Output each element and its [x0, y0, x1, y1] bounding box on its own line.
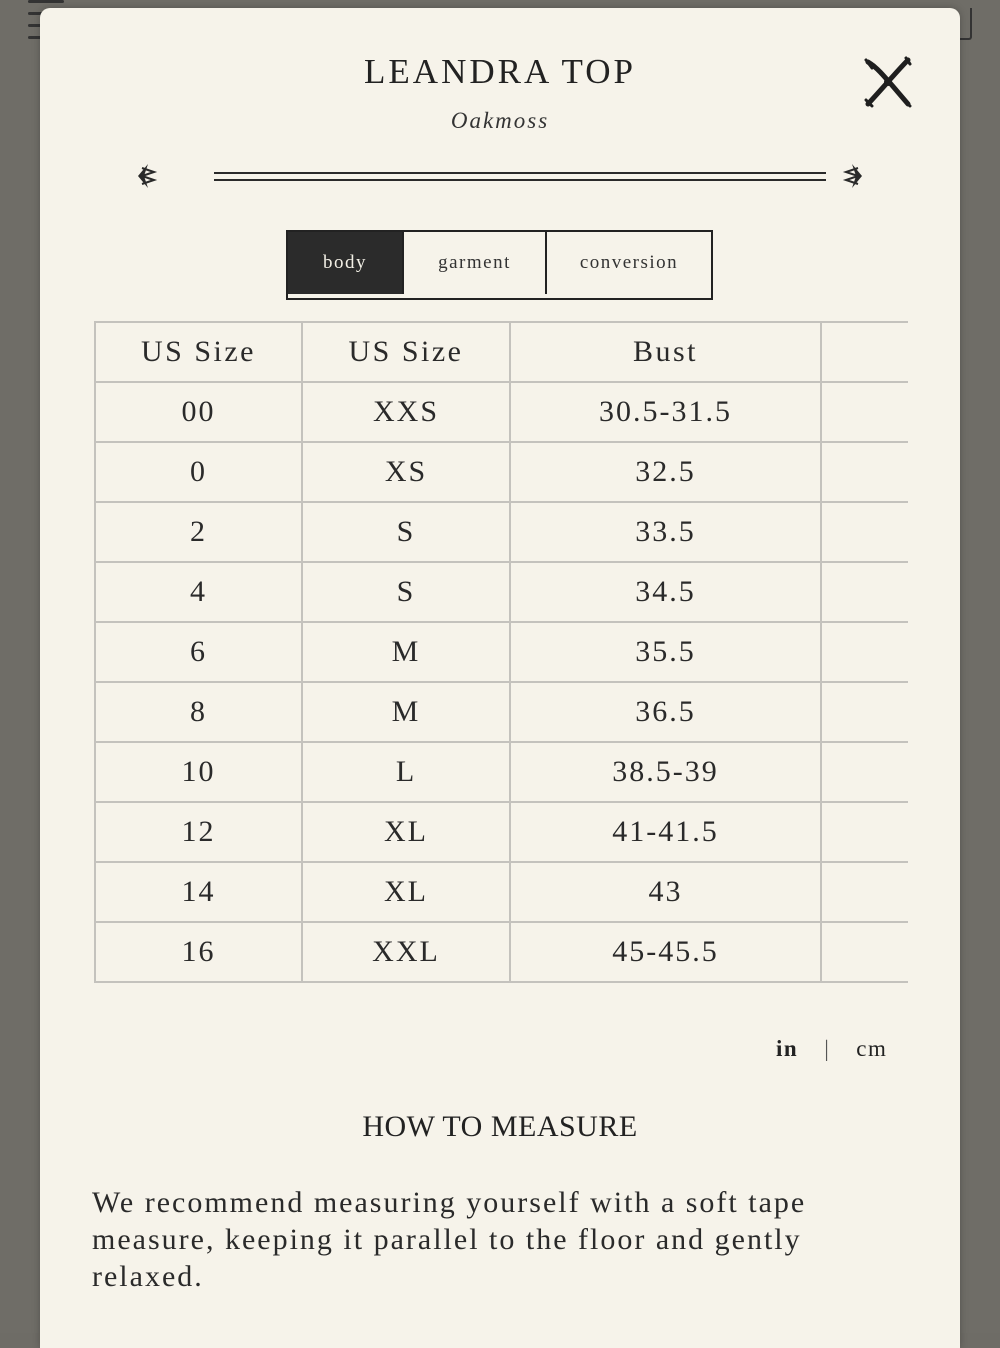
header-us-size-numeric: US Size — [95, 322, 302, 382]
unit-separator: | — [824, 1036, 831, 1061]
cell-letter-size: XL — [302, 802, 510, 862]
tab-conversion[interactable]: conversion — [545, 232, 711, 294]
header-us-size-letter: US Size — [302, 322, 510, 382]
cell-extra — [821, 802, 908, 862]
tab-garment[interactable]: garment — [402, 232, 545, 294]
close-button[interactable] — [860, 54, 916, 110]
product-color: Oakmoss — [450, 108, 550, 133]
cell-letter-size: M — [302, 622, 510, 682]
cell-letter-size: XS — [302, 442, 510, 502]
cell-extra — [821, 382, 908, 442]
tab-body[interactable]: body — [288, 232, 402, 294]
cell-bust: 35.5 — [510, 622, 821, 682]
table-row — [95, 742, 908, 802]
cell-bust: 30.5-31.5 — [510, 382, 821, 442]
table-row — [95, 622, 908, 682]
header-bust: Bust — [510, 322, 821, 382]
cell-bust: 32.5 — [510, 442, 821, 502]
ornamental-divider-icon — [130, 158, 870, 194]
table-row — [95, 922, 908, 982]
table-row — [95, 562, 908, 622]
cell-extra — [821, 562, 908, 622]
cell-bust: 43 — [510, 862, 821, 922]
cell-extra — [821, 622, 908, 682]
cell-us-size: 2 — [95, 502, 302, 562]
cell-extra — [821, 682, 908, 742]
size-chart-modal — [40, 8, 960, 1348]
cell-extra — [821, 502, 908, 562]
cell-bust: 38.5-39 — [510, 742, 821, 802]
table-row — [95, 802, 908, 862]
table-row — [95, 442, 908, 502]
table-row — [95, 382, 908, 442]
cell-bust: 45-45.5 — [510, 922, 821, 982]
size-chart-tabs — [286, 230, 713, 300]
size-table — [94, 321, 908, 983]
product-title: LEANDRA TOP — [364, 52, 636, 91]
table-header-row — [95, 322, 908, 382]
cell-us-size: 16 — [95, 922, 302, 982]
cell-us-size: 4 — [95, 562, 302, 622]
cell-letter-size: S — [302, 562, 510, 622]
unit-toggle — [776, 1036, 887, 1062]
cell-bust: 36.5 — [510, 682, 821, 742]
how-to-measure-text: We recommend measuring yourself with a soft tape measure, keeping it parallel to the floor and gently relaxed. — [92, 1186, 807, 1293]
cell-letter-size: M — [302, 682, 510, 742]
size-table-scroll[interactable] — [94, 321, 908, 983]
cell-letter-size: S — [302, 502, 510, 562]
cell-us-size: 0 — [95, 442, 302, 502]
cell-extra — [821, 862, 908, 922]
close-icon — [860, 54, 916, 110]
cell-us-size: 10 — [95, 742, 302, 802]
table-row — [95, 682, 908, 742]
cell-bust: 34.5 — [510, 562, 821, 622]
cell-us-size: 8 — [95, 682, 302, 742]
cell-extra — [821, 742, 908, 802]
table-row — [95, 502, 908, 562]
cell-us-size: 12 — [95, 802, 302, 862]
cell-extra — [821, 442, 908, 502]
unit-cm-button[interactable]: cm — [856, 1036, 888, 1061]
cell-us-size: 6 — [95, 622, 302, 682]
header-next-column — [821, 322, 908, 382]
cell-letter-size: XXS — [302, 382, 510, 442]
cell-us-size: 14 — [95, 862, 302, 922]
cell-letter-size: XL — [302, 862, 510, 922]
table-row — [95, 862, 908, 922]
cell-us-size: 00 — [95, 382, 302, 442]
how-to-measure-title: HOW TO MEASURE — [362, 1110, 638, 1143]
cell-bust: 41-41.5 — [510, 802, 821, 862]
cell-bust: 33.5 — [510, 502, 821, 562]
cell-extra — [821, 922, 908, 982]
unit-inches-button[interactable]: in — [776, 1036, 799, 1061]
cell-letter-size: XXL — [302, 922, 510, 982]
cell-letter-size: L — [302, 742, 510, 802]
